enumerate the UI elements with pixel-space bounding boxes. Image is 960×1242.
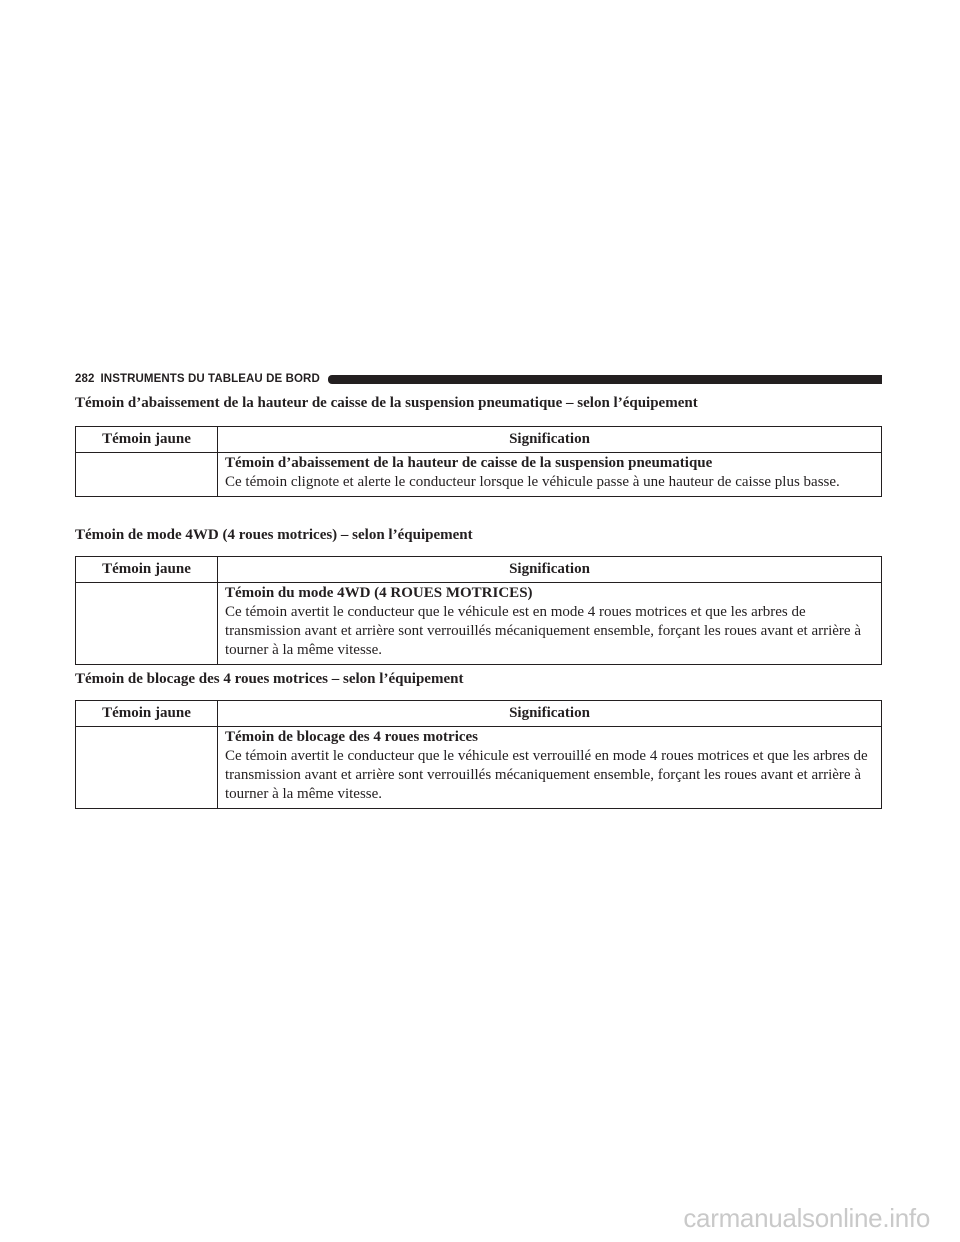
- table-header-row: [76, 557, 882, 583]
- entry-text: Ce témoin avertit le conducteur que le véhicule est en mode 4 roues motrices et que les arbres de transmission avant et arrière sont verrouillés mécaniquement ensemble, forçant les roues avant et arrière à tourner à la même vitesse.: [225, 604, 861, 658]
- table-header-row: [76, 427, 882, 453]
- page-header: [75, 372, 882, 386]
- entry-title: Témoin du mode 4WD (4 ROUES MOTRICES): [225, 585, 533, 601]
- meaning-cell: [218, 727, 882, 809]
- entry-text: Ce témoin avertit le conducteur que le véhicule est verrouillé en mode 4 roues motrices et que les arbres de transmission avant et arrière sont verrouillés mécaniquement ensemble, forçant les roues avant et arrière à tourner à la même vitesse.: [225, 748, 868, 802]
- meaning-cell: [218, 453, 882, 497]
- watermark: carmanualsonline.info: [683, 1203, 930, 1233]
- entry-text: Ce témoin clignote et alerte le conducteur lorsque le véhicule passe à une hauteur de caisse plus basse.: [225, 474, 840, 490]
- meaning-cell: [218, 583, 882, 665]
- column-header-meaning: Signification: [218, 557, 882, 583]
- page-number: 282: [75, 373, 95, 385]
- indicator-symbol-cell: [76, 583, 218, 665]
- running-title: INSTRUMENTS DU TABLEAU DE BORD: [100, 373, 320, 385]
- column-header-yellow-indicator: Témoin jaune: [76, 701, 218, 727]
- table-row: [76, 453, 882, 497]
- section-title: Témoin de blocage des 4 roues motrices – selon l’équipement: [75, 671, 464, 687]
- section-4wd-lock: [75, 670, 882, 809]
- entry-title: Témoin de blocage des 4 roues motrices: [225, 729, 479, 745]
- column-header-meaning: Signification: [218, 427, 882, 453]
- header-rule: [328, 375, 882, 384]
- indicator-table: [75, 556, 882, 665]
- section-title: Témoin de mode 4WD (4 roues motrices) – selon l’équipement: [75, 527, 473, 543]
- column-header-yellow-indicator: Témoin jaune: [76, 427, 218, 453]
- indicator-symbol-cell: [76, 453, 218, 497]
- column-header-yellow-indicator: Témoin jaune: [76, 557, 218, 583]
- indicator-table: [75, 426, 882, 497]
- table-header-row: [76, 701, 882, 727]
- entry-title: Témoin d’abaissement de la hauteur de caisse de la suspension pneumatique: [225, 455, 713, 471]
- column-header-meaning: Signification: [218, 701, 882, 727]
- table-row: [76, 727, 882, 809]
- indicator-table: [75, 700, 882, 809]
- section-title: Témoin d’abaissement de la hauteur de caisse de la suspension pneumatique – selon l’équipement: [75, 395, 698, 411]
- indicator-symbol-cell: [76, 727, 218, 809]
- section-4wd-mode: [75, 526, 882, 665]
- section-air-suspension-lowering: [75, 394, 882, 497]
- table-row: [76, 583, 882, 665]
